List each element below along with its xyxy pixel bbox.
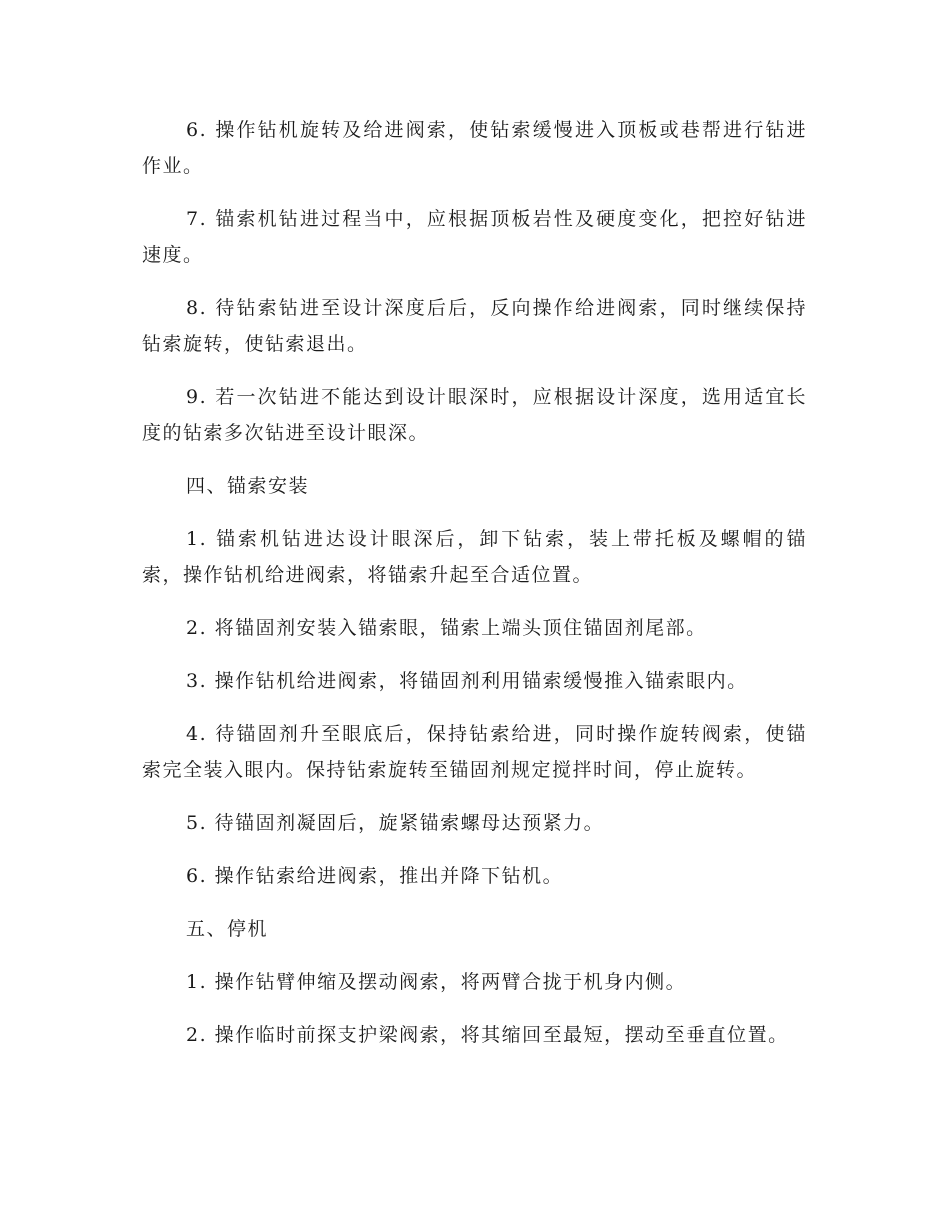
section-heading: 四、锚索安装 <box>186 475 310 497</box>
step-paragraph: 9. 若一次钻进不能达到设计眼深时，应根据设计深度，选用适宜长度的钻索多次钻进至设计眼深。 <box>142 386 807 444</box>
step-paragraph: 7. 锚索机钻进过程当中，应根据顶板岩性及硬度变化，把控好钻进速度。 <box>142 208 807 266</box>
step-paragraph: 8. 待钻索钻进至设计深度后后，反向操作给进阀索，同时继续保持钻索旋转，使钻索退出。 <box>142 297 807 355</box>
step-paragraph: 4. 待锚固剂升至眼底后，保持钻索给进，同时操作旋转阀索，使锚索完全装入眼内。保持钻索旋转至锚固剂规定搅拌时间，停止旋转。 <box>142 723 807 781</box>
step-paragraph: 2. 操作临时前探支护梁阀索，将其缩回至最短，摆动至垂直位置。 <box>186 1024 789 1046</box>
step-paragraph: 1. 操作钻臂伸缩及摆动阀索，将两臂合拢于机身内侧。 <box>186 971 687 993</box>
section-heading: 五、停机 <box>186 918 269 940</box>
step-paragraph: 6. 操作钻索给进阀索，推出并降下钻机。 <box>186 865 564 887</box>
step-paragraph: 6. 操作钻机旋转及给进阀索，使钻索缓慢进入顶板或巷帮进行钻进作业。 <box>142 119 807 177</box>
step-paragraph: 5. 待锚固剂凝固后，旋紧锚索螺母达预紧力。 <box>186 812 605 834</box>
document-body <box>142 112 807 1070</box>
step-paragraph: 2. 将锚固剂安装入锚索眼，锚索上端头顶住锚固剂尾部。 <box>186 617 707 639</box>
step-paragraph: 3. 操作钻机给进阀索，将锚固剂利用锚索缓慢推入锚索眼内。 <box>186 670 748 692</box>
step-paragraph: 1. 锚索机钻进达设计眼深后，卸下钻索，装上带托板及螺帽的锚索，操作钻机给进阀索，将锚索升起至合适位置。 <box>142 528 807 586</box>
